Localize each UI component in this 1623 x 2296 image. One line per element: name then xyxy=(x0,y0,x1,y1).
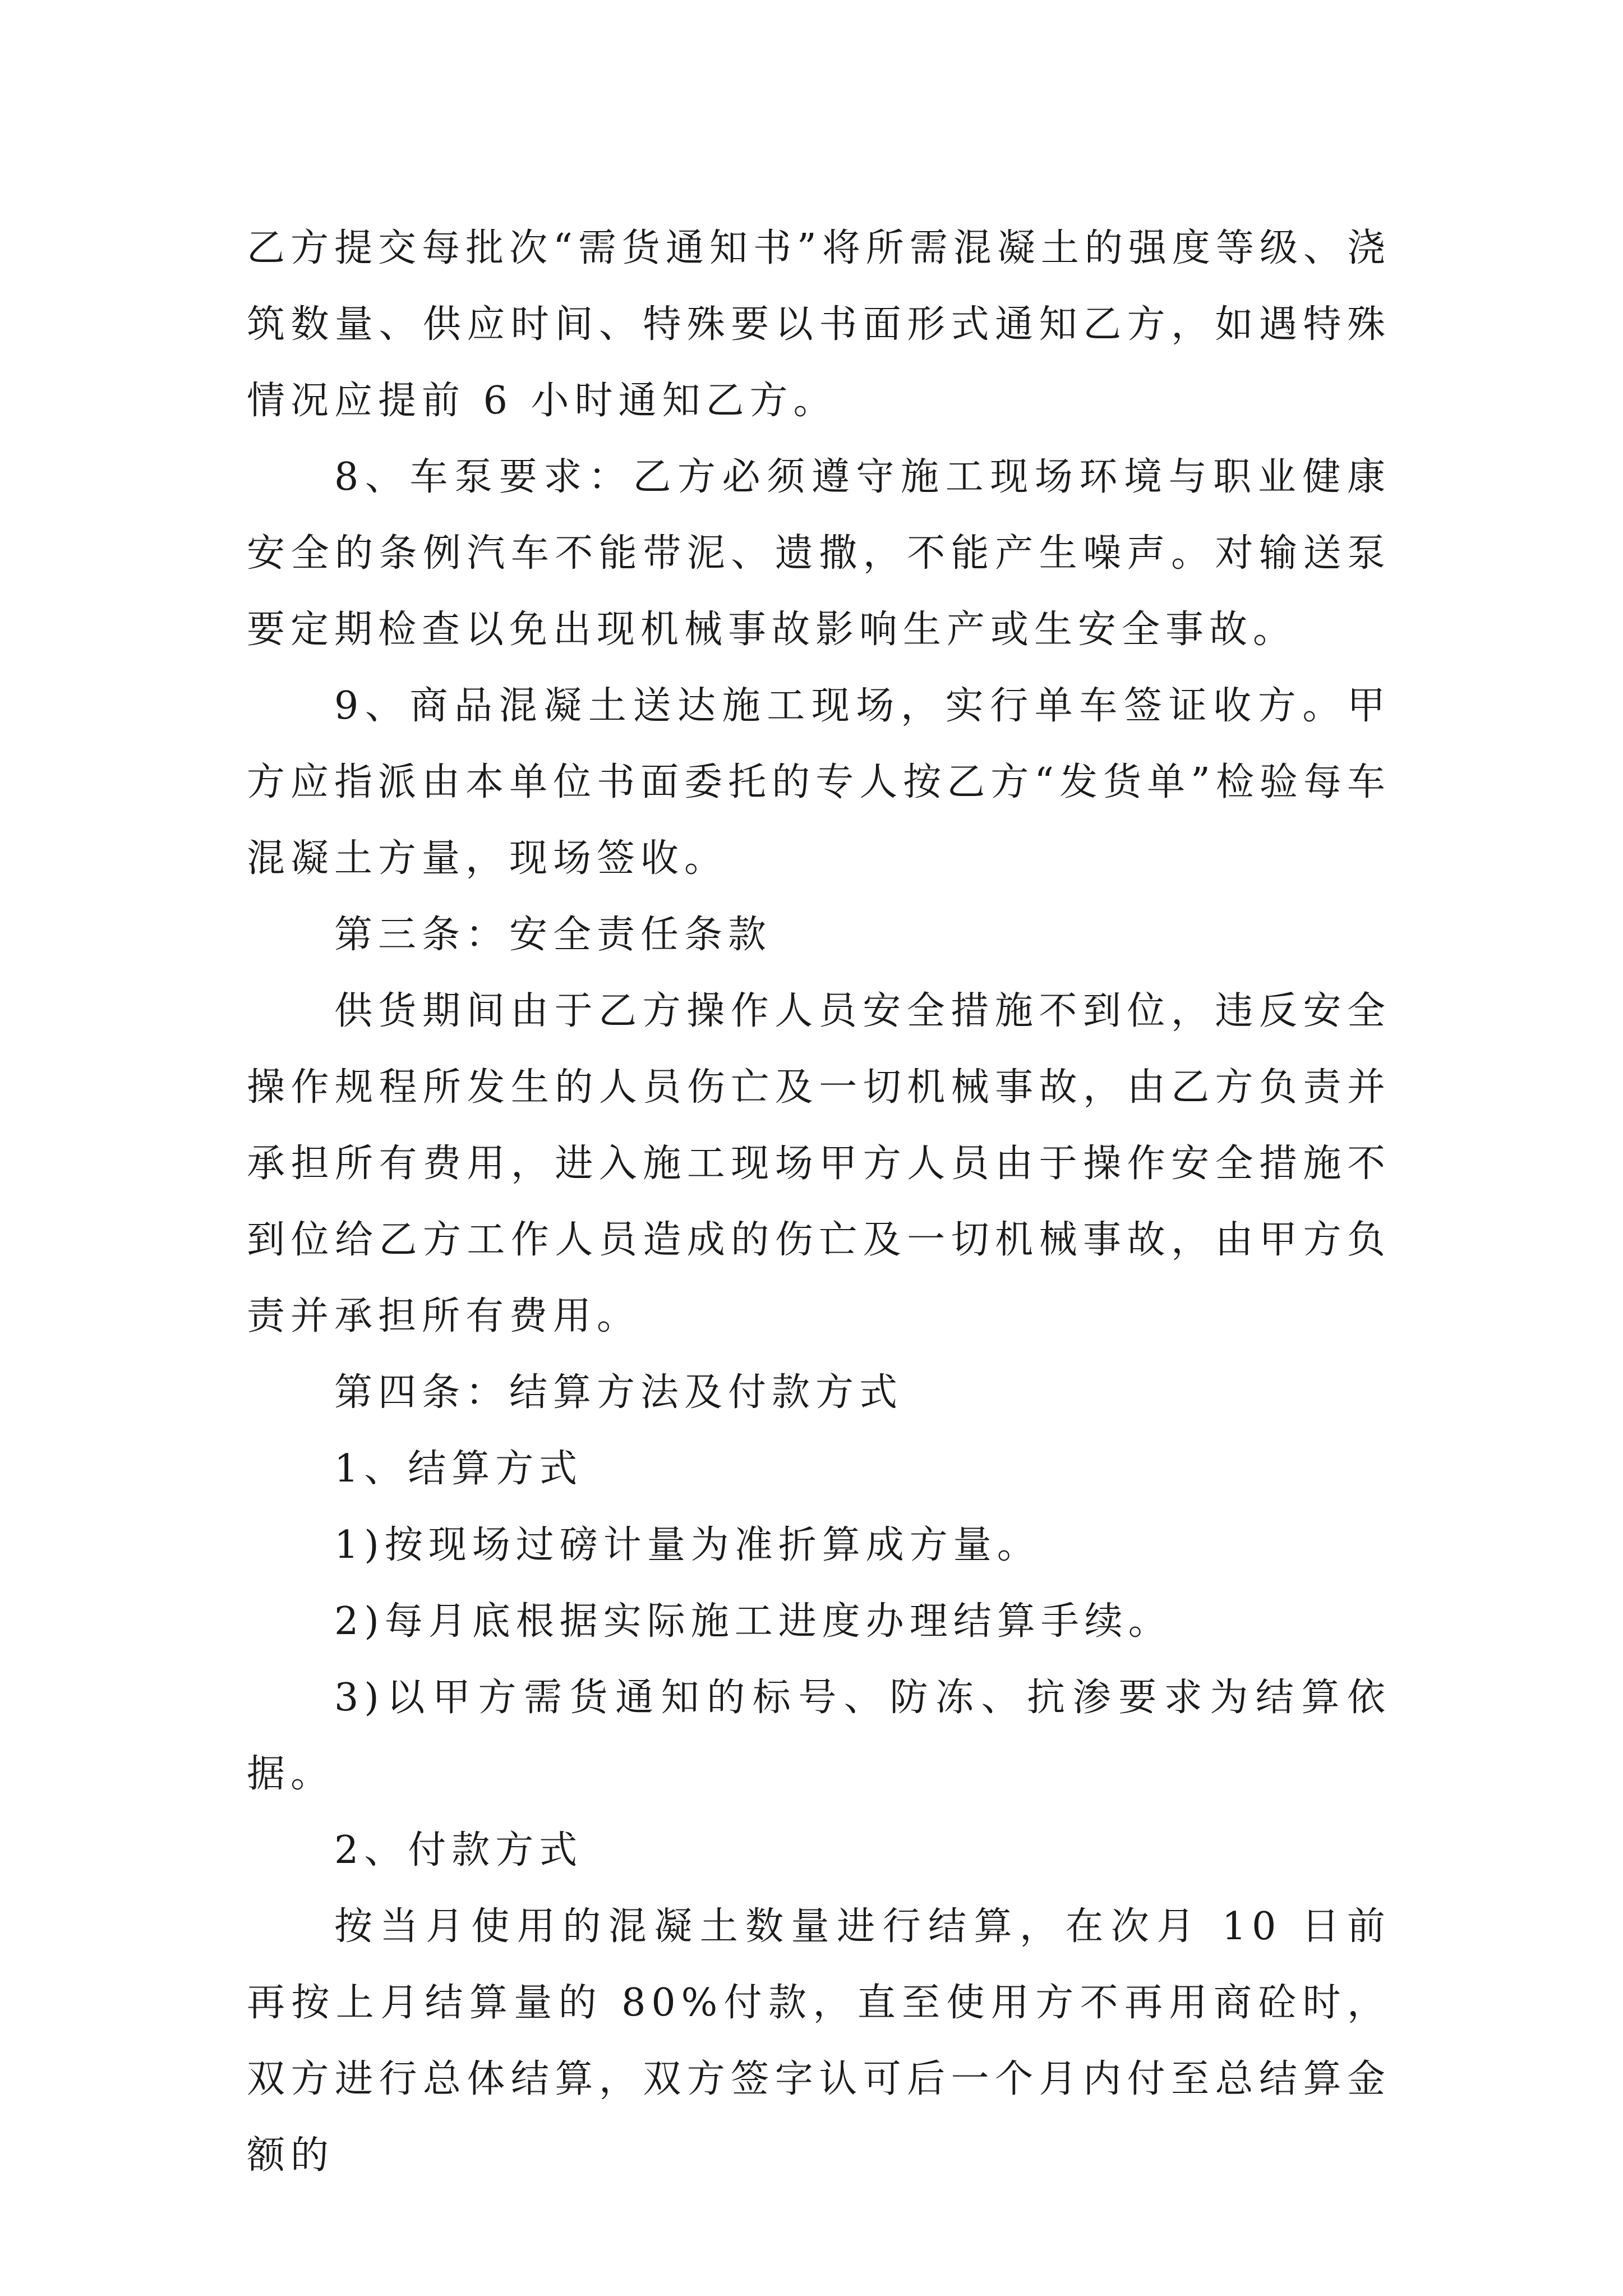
paragraph-safety-liability: 供货期间由于乙方操作人员安全措施不到位，违反安全操作规程所发生的人员伤亡及一切机械事故，由乙方负责并承担所有费用，进入施工现场甲方人员由于操作安全措施不到位给乙方工作人员造成的伤亡及一切机械事故，由甲方负责并承担所有费用。 xyxy=(247,989,1391,1338)
subheading-settlement-method: 1、结算方式 xyxy=(334,1447,583,1491)
paragraph-delivery-notice: 乙方提交每批次“需货通知书”将所需混凝土的强度等级、浇筑数量、供应时间、特殊要以书面形式通知乙方，如遇特殊情况应提前 6 小时通知乙方。 xyxy=(247,226,1391,423)
paragraph-pump-requirements: 8、车泵要求：乙方必须遵守施工现场环境与职业健康安全的条例汽车不能带泥、遗撒，不能产生噪声。对输送泵要定期检查以免出现机械事故影响生产或生安全事故。 xyxy=(247,455,1391,652)
paragraph-site-acceptance: 9、商品混凝土送达施工现场，实行单车签证收方。甲方应指派由本单位书面委托的专人按乙方“发货单”检验每车混凝土方量，现场签收。 xyxy=(247,684,1391,881)
section-heading-safety: 第三条：安全责任条款 xyxy=(334,913,772,957)
list-item-settlement-2: 2)每月底根据实际施工进度办理结算手续。 xyxy=(334,1599,1172,1644)
section-heading-settlement: 第四条：结算方法及付款方式 xyxy=(334,1370,903,1415)
list-item-settlement-3: 3)以甲方需货通知的标号、防冻、抗渗要求为结算依据。 xyxy=(247,1676,1391,1796)
list-item-settlement-1: 1)按现场过磅计量为准折算成方量。 xyxy=(334,1523,1041,1567)
contract-body-text xyxy=(247,210,1391,2194)
subheading-payment-method: 2、付款方式 xyxy=(334,1828,583,1872)
paragraph-payment-terms: 按当月使用的混凝土数量进行结算，在次月 10 日前再按上月结算量的 80%付款，直至使用方不再用商砼时，双方进行总体结算，双方签字认可后一个月内付至总结算金额的 xyxy=(247,1904,1391,2178)
